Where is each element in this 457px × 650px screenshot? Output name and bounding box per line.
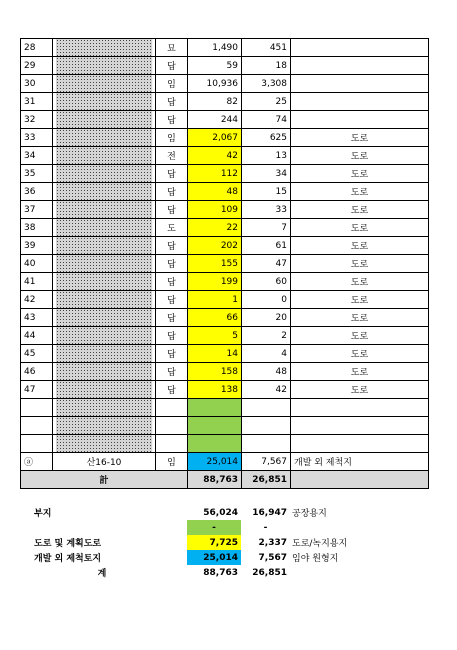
row-address-redacted	[53, 435, 156, 453]
row-area: 112	[188, 165, 242, 183]
row-note	[291, 39, 429, 57]
row-number: 46	[21, 363, 53, 381]
row-note	[291, 57, 429, 75]
row-land-category: 답	[156, 291, 188, 309]
row-number: 39	[21, 237, 53, 255]
row-land-category: 답	[156, 345, 188, 363]
table-row	[21, 273, 429, 291]
total-area: 88,763	[188, 471, 242, 489]
row-note: 도로	[291, 363, 429, 381]
row-number: 31	[21, 93, 53, 111]
row-number: 33	[21, 129, 53, 147]
row-number: 47	[21, 381, 53, 399]
row-number	[21, 417, 53, 435]
row-land-category: 도	[156, 219, 188, 237]
row-area: 158	[188, 363, 242, 381]
row-land-category: 전	[156, 147, 188, 165]
summary-pyeong: 7,567	[258, 552, 287, 563]
row-pyeong: 48	[242, 363, 291, 381]
row-pyeong: 34	[242, 165, 291, 183]
row-address-redacted	[53, 363, 156, 381]
row-address-redacted	[53, 309, 156, 327]
row-note	[291, 93, 429, 111]
table-row	[21, 201, 429, 219]
row-note	[291, 75, 429, 93]
row-pyeong: 0	[242, 291, 291, 309]
row-area	[188, 399, 242, 417]
table-row	[21, 165, 429, 183]
summary-label: 도로 및 계획도로	[34, 539, 102, 549]
summary-label: 계	[97, 569, 107, 579]
row-area: 5	[188, 327, 242, 345]
summary-label	[20, 520, 187, 535]
summary-row	[20, 535, 428, 550]
row-address-redacted	[53, 39, 156, 57]
table-row	[21, 129, 429, 147]
table-row	[21, 327, 429, 345]
row-pyeong	[242, 399, 291, 417]
summary-label: 개발 외 제척토지	[34, 554, 102, 564]
row-address-redacted	[53, 147, 156, 165]
table-row	[21, 183, 429, 201]
row-note: 도로	[291, 147, 429, 165]
row-address-redacted	[53, 273, 156, 291]
row-pyeong: 60	[242, 273, 291, 291]
row-area: 1	[188, 291, 242, 309]
row-pyeong: 3,308	[242, 75, 291, 93]
table-row	[21, 75, 429, 93]
summary-pyeong: -	[263, 522, 268, 533]
row-pyeong: 61	[242, 237, 291, 255]
row-address-redacted	[53, 327, 156, 345]
row-number: 30	[21, 75, 53, 93]
row-land-category	[156, 435, 188, 453]
row-address-redacted	[53, 129, 156, 147]
row-land-category: 답	[156, 273, 188, 291]
row-pyeong: 20	[242, 309, 291, 327]
summary-row	[20, 520, 428, 535]
row-address-redacted	[53, 57, 156, 75]
row-land-category: 답	[156, 93, 188, 111]
row-area: 22	[188, 219, 242, 237]
row-pyeong: 451	[242, 39, 291, 57]
row-number: 28	[21, 39, 53, 57]
row-land-category: 답	[156, 255, 188, 273]
row-note: 도로	[291, 309, 429, 327]
table-row	[21, 57, 429, 75]
row-address-redacted	[53, 255, 156, 273]
table-row	[21, 93, 429, 111]
row-number: 42	[21, 291, 53, 309]
row-area: 14	[188, 345, 242, 363]
row-number: 29	[21, 57, 53, 75]
row-number: 45	[21, 345, 53, 363]
row-note: 도로	[291, 345, 429, 363]
row-land-category	[156, 417, 188, 435]
row-area	[188, 435, 242, 453]
row-pyeong	[242, 417, 291, 435]
row-land-category: 임	[156, 75, 188, 93]
row-land-category: 임	[156, 453, 188, 471]
row-number: 38	[21, 219, 53, 237]
row-land-category: 답	[156, 309, 188, 327]
table-row	[21, 219, 429, 237]
row-address-redacted	[53, 345, 156, 363]
row-land-category: 답	[156, 327, 188, 345]
row-number: 40	[21, 255, 53, 273]
row-number	[21, 435, 53, 453]
row-area: 66	[188, 309, 242, 327]
land-parcel-table	[20, 38, 429, 489]
row-pyeong: 33	[242, 201, 291, 219]
summary-note	[290, 565, 428, 580]
row-land-category: 답	[156, 111, 188, 129]
row-pyeong: 25	[242, 93, 291, 111]
summary-note: 임야 원형지	[292, 554, 339, 564]
row-address-redacted	[53, 417, 156, 435]
table-row	[21, 39, 429, 57]
row-note: 개발 외 제척지	[291, 453, 429, 471]
row-number: 34	[21, 147, 53, 165]
row-area: 202	[188, 237, 242, 255]
row-address-redacted	[53, 291, 156, 309]
row-area: 48	[188, 183, 242, 201]
row-address-redacted	[53, 399, 156, 417]
table-row	[21, 309, 429, 327]
row-land-category: 묘	[156, 39, 188, 57]
row-pyeong: 18	[242, 57, 291, 75]
row-land-category: 답	[156, 183, 188, 201]
summary-label: 부지	[34, 509, 52, 519]
row-number	[21, 399, 53, 417]
row-address: 산16-10	[53, 453, 156, 471]
summary-area: 88,763	[203, 567, 238, 578]
row-area: 199	[188, 273, 242, 291]
total-note	[291, 471, 429, 489]
row-number: 32	[21, 111, 53, 129]
row-area: 82	[188, 93, 242, 111]
summary-area: 7,725	[187, 535, 241, 550]
row-land-category: 답	[156, 381, 188, 399]
summary-row	[20, 565, 428, 580]
table-row	[21, 399, 429, 417]
row-pyeong: 47	[242, 255, 291, 273]
row-note: 도로	[291, 201, 429, 219]
summary-pyeong: 16,947	[252, 507, 287, 518]
summary-pyeong: 26,851	[252, 567, 287, 578]
row-note	[291, 399, 429, 417]
summary-note: 도로/녹지용지	[292, 539, 348, 549]
row-land-category: 답	[156, 57, 188, 75]
row-address-redacted	[53, 111, 156, 129]
row-note	[291, 435, 429, 453]
summary-row	[20, 505, 428, 520]
row-area: 244	[188, 111, 242, 129]
table-row	[21, 453, 429, 471]
row-number: 35	[21, 165, 53, 183]
table-row	[21, 345, 429, 363]
row-pyeong: 13	[242, 147, 291, 165]
row-number: 44	[21, 327, 53, 345]
row-area: 155	[188, 255, 242, 273]
row-land-category	[156, 399, 188, 417]
row-note: 도로	[291, 237, 429, 255]
row-area: 138	[188, 381, 242, 399]
row-pyeong: 74	[242, 111, 291, 129]
table-row	[21, 417, 429, 435]
row-note: 도로	[291, 327, 429, 345]
row-pyeong: 15	[242, 183, 291, 201]
row-address-redacted	[53, 93, 156, 111]
table-row	[21, 363, 429, 381]
row-area: 25,014	[188, 453, 242, 471]
total-pyeong: 26,851	[242, 471, 291, 489]
row-number: ⓐ	[21, 453, 53, 471]
summary-table	[20, 505, 428, 580]
summary-area: 56,024	[203, 507, 238, 518]
row-area: 42	[188, 147, 242, 165]
row-pyeong: 7	[242, 219, 291, 237]
row-pyeong: 4	[242, 345, 291, 363]
row-address-redacted	[53, 165, 156, 183]
row-note	[291, 417, 429, 435]
summary-area: 25,014	[187, 550, 241, 565]
row-land-category: 임	[156, 129, 188, 147]
row-pyeong	[242, 435, 291, 453]
row-address-redacted	[53, 381, 156, 399]
row-note: 도로	[291, 255, 429, 273]
summary-row	[20, 550, 428, 565]
row-area: 109	[188, 201, 242, 219]
row-number: 41	[21, 273, 53, 291]
row-address-redacted	[53, 201, 156, 219]
row-area	[188, 417, 242, 435]
row-pyeong: 42	[242, 381, 291, 399]
row-address-redacted	[53, 237, 156, 255]
row-number: 43	[21, 309, 53, 327]
row-land-category: 답	[156, 363, 188, 381]
table-row	[21, 111, 429, 129]
table-row	[21, 237, 429, 255]
row-note: 도로	[291, 273, 429, 291]
row-area: 10,936	[188, 75, 242, 93]
row-note	[291, 111, 429, 129]
row-number: 37	[21, 201, 53, 219]
row-area: 59	[188, 57, 242, 75]
total-label: 計	[21, 471, 188, 489]
summary-note: 공장용지	[292, 509, 327, 519]
row-note: 도로	[291, 381, 429, 399]
row-pyeong: 7,567	[242, 453, 291, 471]
row-address-redacted	[53, 75, 156, 93]
table-row	[21, 147, 429, 165]
row-pyeong: 625	[242, 129, 291, 147]
row-note: 도로	[291, 129, 429, 147]
row-address-redacted	[53, 219, 156, 237]
row-area: 1,490	[188, 39, 242, 57]
total-row	[21, 471, 429, 489]
summary-note	[290, 520, 428, 535]
row-land-category: 답	[156, 165, 188, 183]
table-row	[21, 291, 429, 309]
row-note: 도로	[291, 183, 429, 201]
row-note: 도로	[291, 165, 429, 183]
table-row	[21, 381, 429, 399]
summary-area: -	[187, 520, 241, 535]
row-pyeong: 2	[242, 327, 291, 345]
table-row	[21, 255, 429, 273]
table-row	[21, 435, 429, 453]
row-land-category: 답	[156, 237, 188, 255]
row-address-redacted	[53, 183, 156, 201]
summary-pyeong: 2,337	[258, 537, 287, 548]
row-note: 도로	[291, 291, 429, 309]
row-land-category: 답	[156, 201, 188, 219]
row-number: 36	[21, 183, 53, 201]
row-area: 2,067	[188, 129, 242, 147]
row-note: 도로	[291, 219, 429, 237]
